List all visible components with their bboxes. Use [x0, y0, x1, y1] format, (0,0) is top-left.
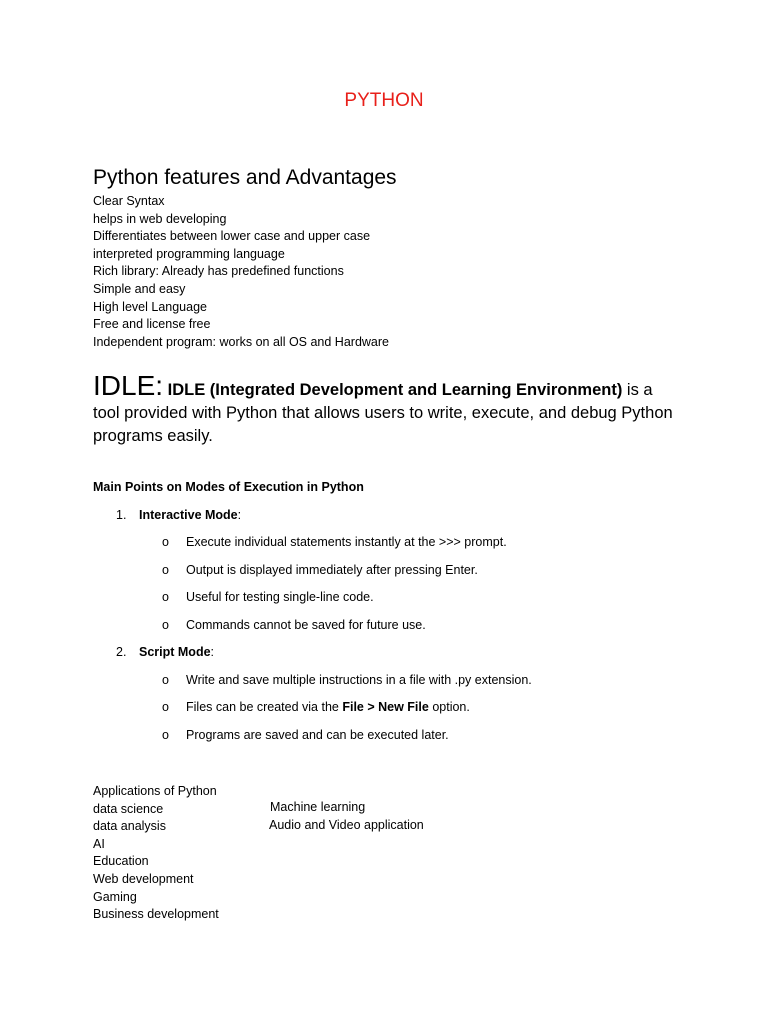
bullet-icon: o [162, 673, 169, 687]
script-mode-title [139, 645, 214, 659]
interactive-mode-title [139, 508, 241, 522]
file-point-post: option. [428, 700, 470, 714]
application-item: AI [93, 836, 105, 851]
feature-item: Rich library: Already has predefined functions [93, 264, 344, 279]
script-mode-label: Script Mode [139, 645, 211, 659]
list-number: 2. [116, 645, 127, 659]
feature-item: Clear Syntax [93, 194, 165, 208]
bullet-icon: o [162, 563, 169, 577]
feature-item: helps in web developing [93, 211, 227, 226]
bullet-icon: o [162, 618, 169, 632]
application-item: Business development [93, 907, 219, 922]
application-item: data science [93, 801, 164, 816]
document-title: PYTHON [344, 90, 424, 111]
feature-item: Simple and easy [93, 281, 186, 296]
application-item: Audio and Video application [269, 818, 424, 832]
interactive-mode-label: Interactive Mode [139, 508, 238, 522]
bullet-icon: o [162, 590, 169, 604]
file-menu-path: File > New File [342, 700, 429, 714]
list-item: Output is displayed immediately after pressing Enter. [186, 563, 478, 577]
list-item: Execute individual statements instantly at the >>> prompt. [186, 535, 507, 549]
modes-heading: Main Points on Modes of Execution in Python [93, 480, 364, 494]
bullet-icon: o [162, 700, 169, 714]
list-item [186, 700, 470, 714]
bullet-icon: o [162, 728, 169, 742]
idle-description: is a tool provided with Python that allows users to write, execute, and debug Python programs easily. [93, 381, 673, 445]
list-item: Useful for testing single-line code. [186, 590, 374, 604]
application-item: data analysis [93, 819, 166, 834]
idle-bold-term: IDLE (Integrated Development and Learning Environment) [167, 381, 623, 399]
application-item: Gaming [93, 889, 137, 904]
application-item: Machine learning [270, 800, 366, 814]
feature-item: High level Language [93, 299, 207, 314]
idle-big-label: IDLE: [93, 370, 164, 401]
label-colon: : [237, 508, 242, 522]
applications-list [93, 783, 219, 924]
idle-paragraph [93, 372, 683, 448]
application-item: Web development [93, 871, 194, 886]
features-heading: Python features and Advantages [93, 166, 397, 189]
list-item: Programs are saved and can be executed later. [186, 728, 449, 742]
list-item: Commands cannot be saved for future use. [186, 618, 426, 632]
list-item: Write and save multiple instructions in a file with .py extension. [186, 673, 532, 687]
feature-item: Free and license free [93, 317, 211, 332]
feature-item: interpreted programming language [93, 246, 285, 261]
file-point-pre: Files can be created via the [186, 700, 343, 714]
list-number: 1. [116, 508, 127, 522]
feature-item: Differentiates between lower case and upper case [93, 229, 371, 244]
feature-item: Independent program: works on all OS and Hardware [93, 334, 389, 349]
applications-heading: Applications of Python [93, 784, 217, 798]
bullet-icon: o [162, 535, 169, 549]
application-item: Education [93, 854, 149, 869]
label-colon: : [210, 645, 215, 659]
features-list [93, 193, 389, 351]
